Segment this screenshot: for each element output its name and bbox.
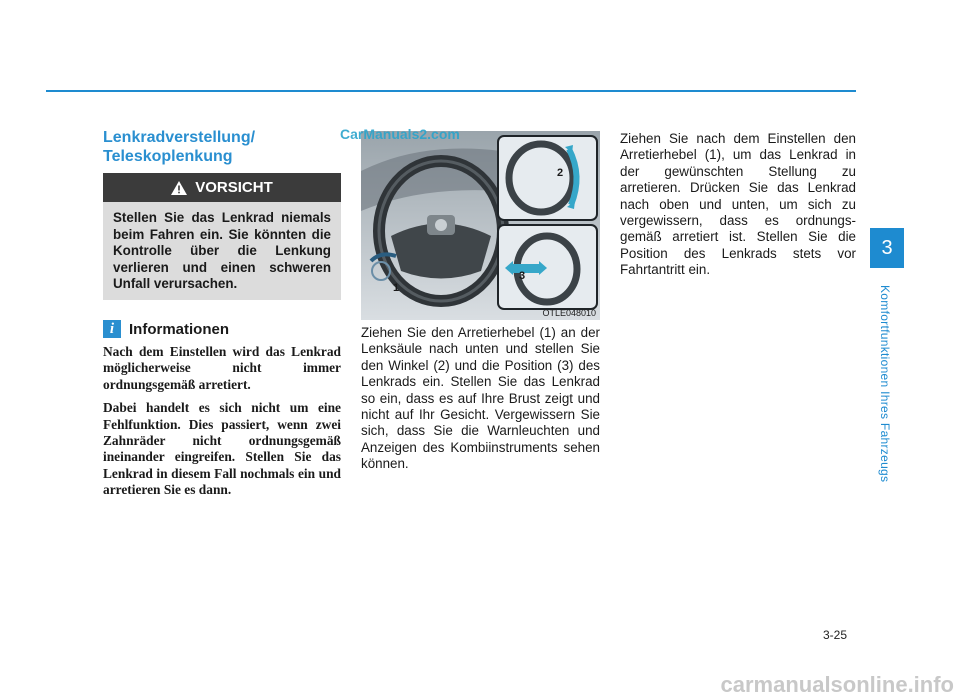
info-text [103,344,341,506]
callout-2: 2 [557,167,564,179]
section-heading: Lenkradverstellung/ Teleskoplenkung [103,129,256,165]
info-title: Informationen [129,320,229,338]
steering-wheel-illustration [361,131,600,320]
callout-3: 3 [519,270,526,282]
figure-code: OTLE048010 [542,308,596,318]
caution-box [103,173,341,300]
info-header [103,320,229,338]
info-paragraph: Nach dem Einstellen wird das Lenkrad möglicherweise nicht immer ordnungsgemäß arretiert. [103,344,341,392]
chapter-tab: 3 [870,228,904,268]
page-number: 3-25 [823,628,848,642]
instruction-text-middle: Ziehen Sie den Arretierhebel (1) an der Lenksäule nach unten und stellen Sie den Winkel (2) und die Position (3) des Lenkrads ein. Stellen Sie das Lenkrad so ein, dass es auf Ihre Brust zeigt und nicht auf Ihr Gesicht. Vergewissern Sie sich, dass Sie die Warnleuchten und Anzeigen des Kombiinstruments sehen können. [361,325,600,472]
footer-watermark: carmanualsonline.info [720,672,954,697]
caution-header [103,173,341,202]
info-paragraph: Dabei handelt es sich nicht um eine Fehlfunktion. Dies passiert, wenn zwei Zahnräder nicht ordnungsgemäß ineinander eingreifen. Stellen Sie das Lenkrad in diesem Fall nochmals ein und arretieren Sie es dann. [103,400,341,498]
callout-1: 1 [393,282,400,294]
instruction-text-right: Ziehen Sie nach dem Einstellen den Arretierhebel (1), um das Lenkrad in der gewünschten Stellung zu arretieren. Drücken Sie das Lenkrad nach oben und unten, um sich zu vergewissern, dass es ordnungs-gemäß arretiert ist. Stellen Sie die Position des Lenkrads stets vor Fahrtantritt ein. [620,131,856,278]
chapter-title: Komfortfunktionen Ihres Fahrzeugs [878,285,892,483]
watermark-text: CarManuals2.com [340,126,460,142]
top-rule [46,90,856,92]
caution-label: VORSICHT [195,179,273,196]
caution-text: Stellen Sie das Lenkrad niemals beim Fahren ein. Sie könnten die Kontrolle über die Lenkung verlieren und einen schweren Unfall verursachen. [113,210,331,292]
warning-triangle-icon [171,181,187,195]
info-icon: i [103,320,121,338]
steering-wheel-figure [361,131,600,320]
